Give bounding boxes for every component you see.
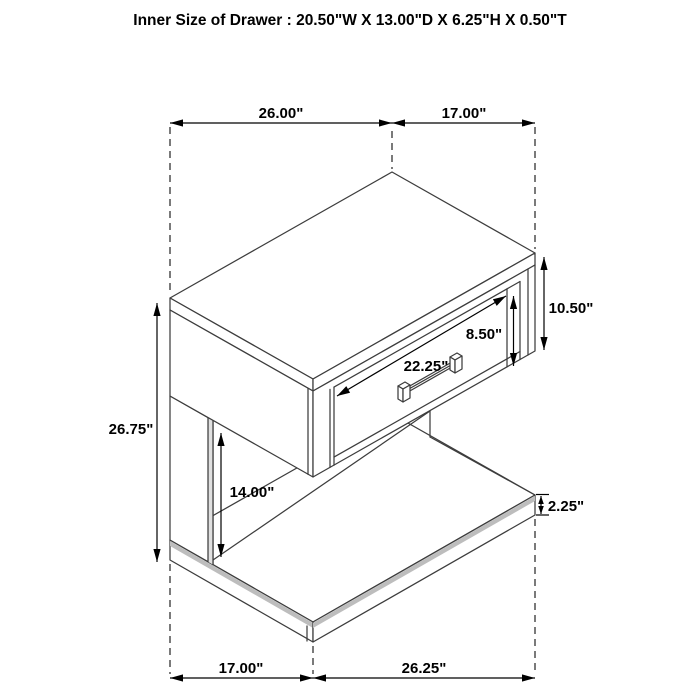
label-base-depth: 17.00" [218, 660, 264, 677]
page-title: Inner Size of Drawer : 20.50"W X 13.00"D X 6.25"H X 0.50"T [133, 12, 567, 29]
handle-right-foot-left [450, 357, 455, 373]
label-drawer-face-width: 22.25" [403, 358, 449, 375]
label-top-width: 26.00" [258, 105, 304, 122]
handle-left-foot-left [398, 386, 403, 402]
support-panel [170, 396, 213, 565]
label-base-thickness: 2.25" [547, 498, 585, 515]
label-top-depth: 17.00" [441, 105, 487, 122]
support-panel-edge-strip [208, 418, 213, 565]
support-panel-face [170, 396, 213, 565]
label-cabinet-height: 10.50" [548, 300, 594, 317]
label-base-width: 26.25" [401, 660, 447, 677]
label-open-shelf-height: 14.00" [229, 484, 275, 501]
label-overall-height: 26.75" [108, 421, 154, 438]
label-drawer-face-height: 8.50" [465, 326, 503, 343]
